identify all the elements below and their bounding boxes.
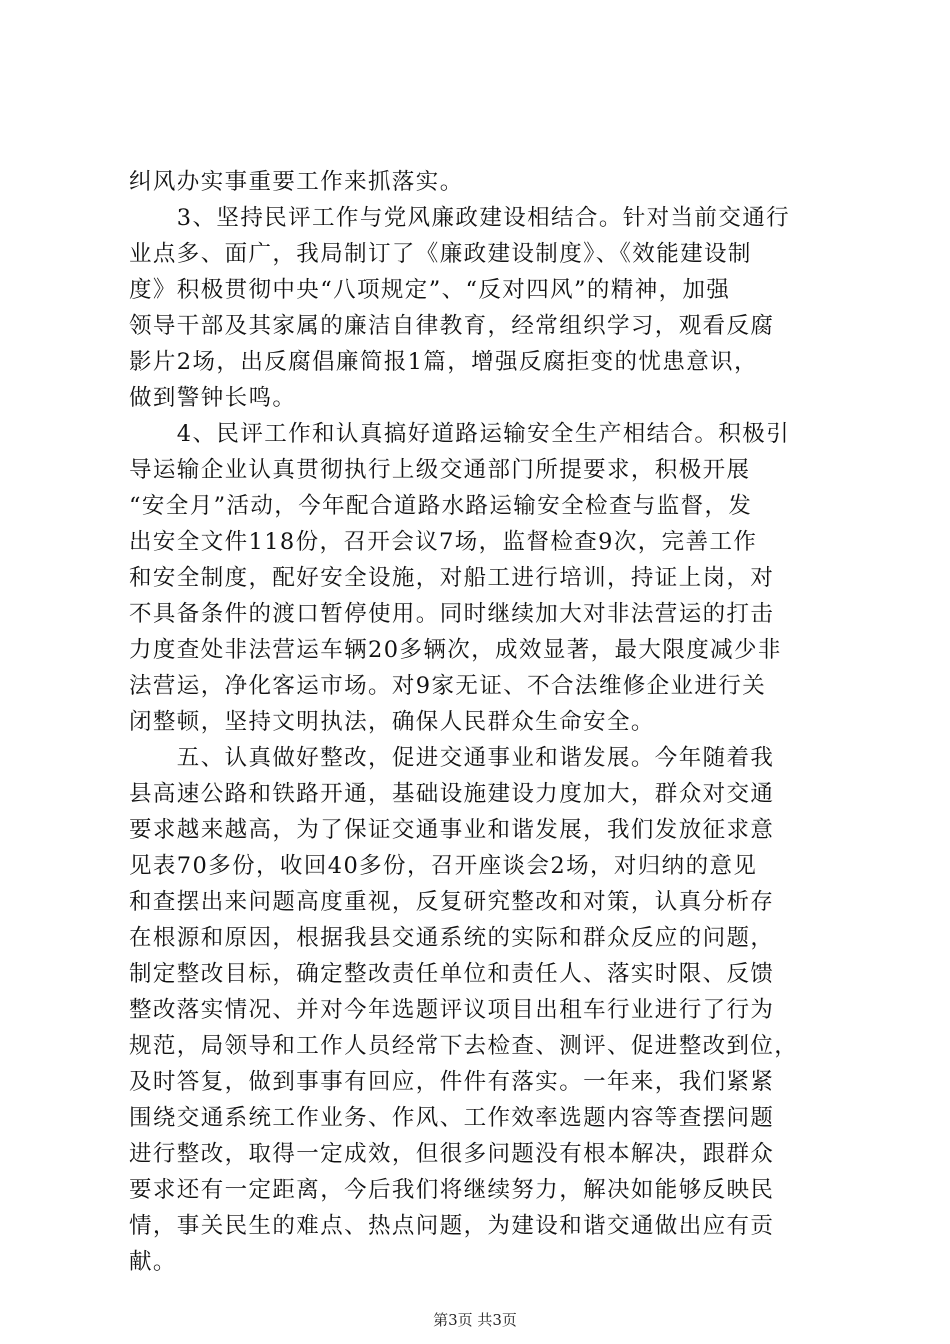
text-line: 业点多、面广，我局制订了《廉政建设制度》、《效能建设制 xyxy=(129,241,752,267)
text-line: 4、民评工作和认真搞好道路运输安全生产相结合。积极引 xyxy=(129,421,791,447)
text-line: 要求越来越高，为了保证交通事业和谐发展，我们发放征求意 xyxy=(129,817,775,843)
text-line: 和查摆出来问题高度重视，反复研究整改和对策，认真分析存 xyxy=(129,889,775,915)
text-line: 导运输企业认真贯彻执行上级交通部门所提要求，积极开展 xyxy=(129,457,751,483)
text-line: 力度查处非法营运车辆20多辆次，成效显著，最大限度减少非 xyxy=(129,637,782,663)
page-number-footer: 第3页 共3页 xyxy=(433,1311,517,1329)
text-line: 和安全制度，配好安全设施，对船工进行培训，持证上岗，对 xyxy=(129,565,775,591)
text-line: 纠风办实事重要工作来抓落实。 xyxy=(129,169,464,195)
text-line: 领导干部及其家属的廉洁自律教育，经常组织学习，观看反腐 xyxy=(129,313,775,339)
text-line: 不具备条件的渡口暂停使用。同时继续加大对非法营运的打击 xyxy=(129,601,775,627)
text-line: “安全月”活动，今年配合道路水路运输安全检查与监督，发 xyxy=(129,493,753,519)
text-line: 法营运，净化客运市场。对9家无证、不合法维修企业进行关 xyxy=(129,673,767,699)
text-line: 五、认真做好整改，促进交通事业和谐发展。今年随着我 xyxy=(129,745,775,771)
text-line: 闭整顿，坚持文明执法，确保人民群众生命安全。 xyxy=(129,709,655,735)
text-line: 制定整改目标，确定整改责任单位和责任人、落实时限、反馈 xyxy=(129,961,775,987)
text-line: 围绕交通系统工作业务、作风、工作效率选题内容等查摆问题 xyxy=(129,1105,775,1131)
text-line: 出安全文件118份，召开会议7场，监督检查9次，完善工作 xyxy=(129,529,758,555)
text-line: 影片2场，出反腐倡廉简报1篇，增强反腐拒变的忧患意识， xyxy=(129,349,758,375)
text-line: 3、坚持民评工作与党风廉政建设相结合。针对当前交通行 xyxy=(129,205,791,231)
text-line: 见表70多份，收回40多份，召开座谈会2场，对归纳的意见 xyxy=(129,853,758,879)
text-line: 及时答复，做到事事有回应，件件有落实。一年来，我们紧紧 xyxy=(129,1069,775,1095)
text-line: 在根源和原因，根据我县交通系统的实际和群众反应的问题， xyxy=(129,925,775,951)
text-line: 做到警钟长鸣。 xyxy=(129,385,297,411)
text-line: 规范，局领导和工作人员经常下去检查、测评、促进整改到位， xyxy=(129,1033,799,1059)
text-line: 献。 xyxy=(129,1249,177,1275)
text-line: 度》积极贯彻中央“八项规定”、“反对四风”的精神，加强 xyxy=(129,277,731,303)
text-line: 要求还有一定距离，今后我们将继续努力，解决如能够反映民 xyxy=(129,1177,775,1203)
text-line: 整改落实情况、并对今年选题评议项目出租车行业进行了行为 xyxy=(129,997,775,1023)
text-line: 县高速公路和铁路开通，基础设施建设力度加大，群众对交通 xyxy=(129,781,775,807)
text-line: 进行整改，取得一定成效，但很多问题没有根本解决，跟群众 xyxy=(129,1141,775,1167)
text-line: 情，事关民生的难点、热点问题，为建设和谐交通做出应有贡 xyxy=(129,1213,775,1239)
